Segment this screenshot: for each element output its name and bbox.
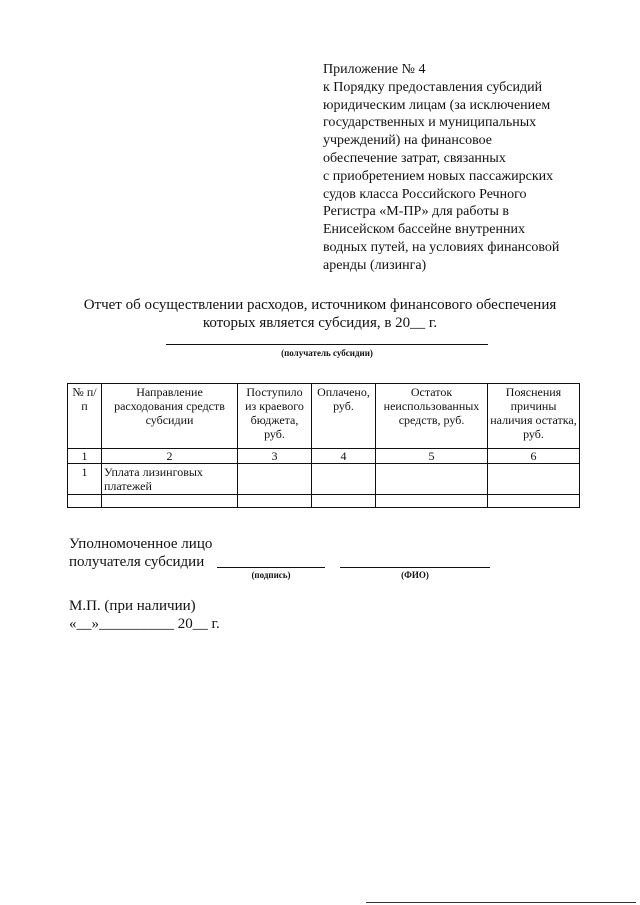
appendix-line: судов класса Российского Речного xyxy=(323,186,527,202)
authorized-line-2: получателя субсидии xyxy=(69,554,205,570)
appendix-line: к Порядку предоставления субсидий xyxy=(323,79,543,95)
report-table xyxy=(67,383,580,508)
header-paid: Оплачено, руб. xyxy=(312,384,376,449)
header-direction: Направление расходования средств субсидии xyxy=(102,384,238,449)
table-cell[interactable] xyxy=(488,464,580,495)
table-cell[interactable] xyxy=(376,464,488,495)
report-title-line-1: Отчет об осуществлении расходов, источником финансового обеспечения xyxy=(83,297,557,313)
appendix-block xyxy=(323,61,623,275)
authorized-person-label xyxy=(69,535,212,571)
appendix-line: юридическим лицам (за исключением xyxy=(323,97,551,113)
recipient-fill-line[interactable] xyxy=(166,344,488,345)
authorized-line-1: Уполномоченное лицо xyxy=(69,536,213,552)
column-number: 3 xyxy=(238,449,312,464)
header-received: Поступило из краевого бюджета, руб. xyxy=(238,384,312,449)
header-explanation: Пояснения причины наличия остатка, руб. xyxy=(488,384,580,449)
full-name-line[interactable] xyxy=(340,567,490,568)
page-edge-line xyxy=(366,902,636,903)
appendix-line: учреждений) на финансовое xyxy=(323,133,492,149)
table-cell[interactable] xyxy=(376,495,488,508)
signature-line[interactable] xyxy=(217,567,325,568)
column-number: 1 xyxy=(68,449,102,464)
appendix-line: Регистра «М-ПР» для работы в xyxy=(323,204,509,220)
appendix-line: государственных и муниципальных xyxy=(323,115,537,131)
signature-caption: (подпись) xyxy=(251,570,291,580)
full-name-caption: (ФИО) xyxy=(401,570,429,580)
report-title-line-2: которых является субсидия, в 20__ г. xyxy=(202,315,438,331)
appendix-line: Енисейском бассейне внутренних xyxy=(323,222,525,238)
table-cell[interactable] xyxy=(102,495,238,508)
table-cell[interactable] xyxy=(238,495,312,508)
table-cell: Уплата лизинговых платежей xyxy=(102,464,238,495)
header-number: № п/п xyxy=(68,384,102,449)
recipient-caption: (получатель субсидии) xyxy=(281,348,373,358)
table-row xyxy=(68,464,580,495)
appendix-line: водных путей, на условиях финансовой xyxy=(323,239,560,255)
column-number: 6 xyxy=(488,449,580,464)
appendix-line: аренды (лизинга) xyxy=(323,257,427,273)
column-number: 2 xyxy=(102,449,238,464)
header-remainder: Остаток неиспользованных средств, руб. xyxy=(376,384,488,449)
date-line: «__»__________ 20__ г. xyxy=(69,616,220,632)
appendix-line: Приложение № 4 xyxy=(323,62,426,77)
table-cell[interactable] xyxy=(312,495,376,508)
stamp-label: М.П. (при наличии) xyxy=(69,598,196,614)
table-column-numbers-row xyxy=(68,449,580,464)
table-cell[interactable] xyxy=(238,464,312,495)
table-row xyxy=(68,495,580,508)
table-header-row xyxy=(68,384,580,449)
table-cell[interactable] xyxy=(488,495,580,508)
stamp-block xyxy=(69,597,220,633)
column-number: 5 xyxy=(376,449,488,464)
table-cell: 1 xyxy=(68,464,102,495)
appendix-line: с приобретением новых пассажирских xyxy=(323,168,554,184)
column-number: 4 xyxy=(312,449,376,464)
table-cell[interactable] xyxy=(312,464,376,495)
appendix-line: обеспечение затрат, связанных xyxy=(323,150,506,166)
table-cell[interactable] xyxy=(68,495,102,508)
report-title xyxy=(40,296,600,332)
